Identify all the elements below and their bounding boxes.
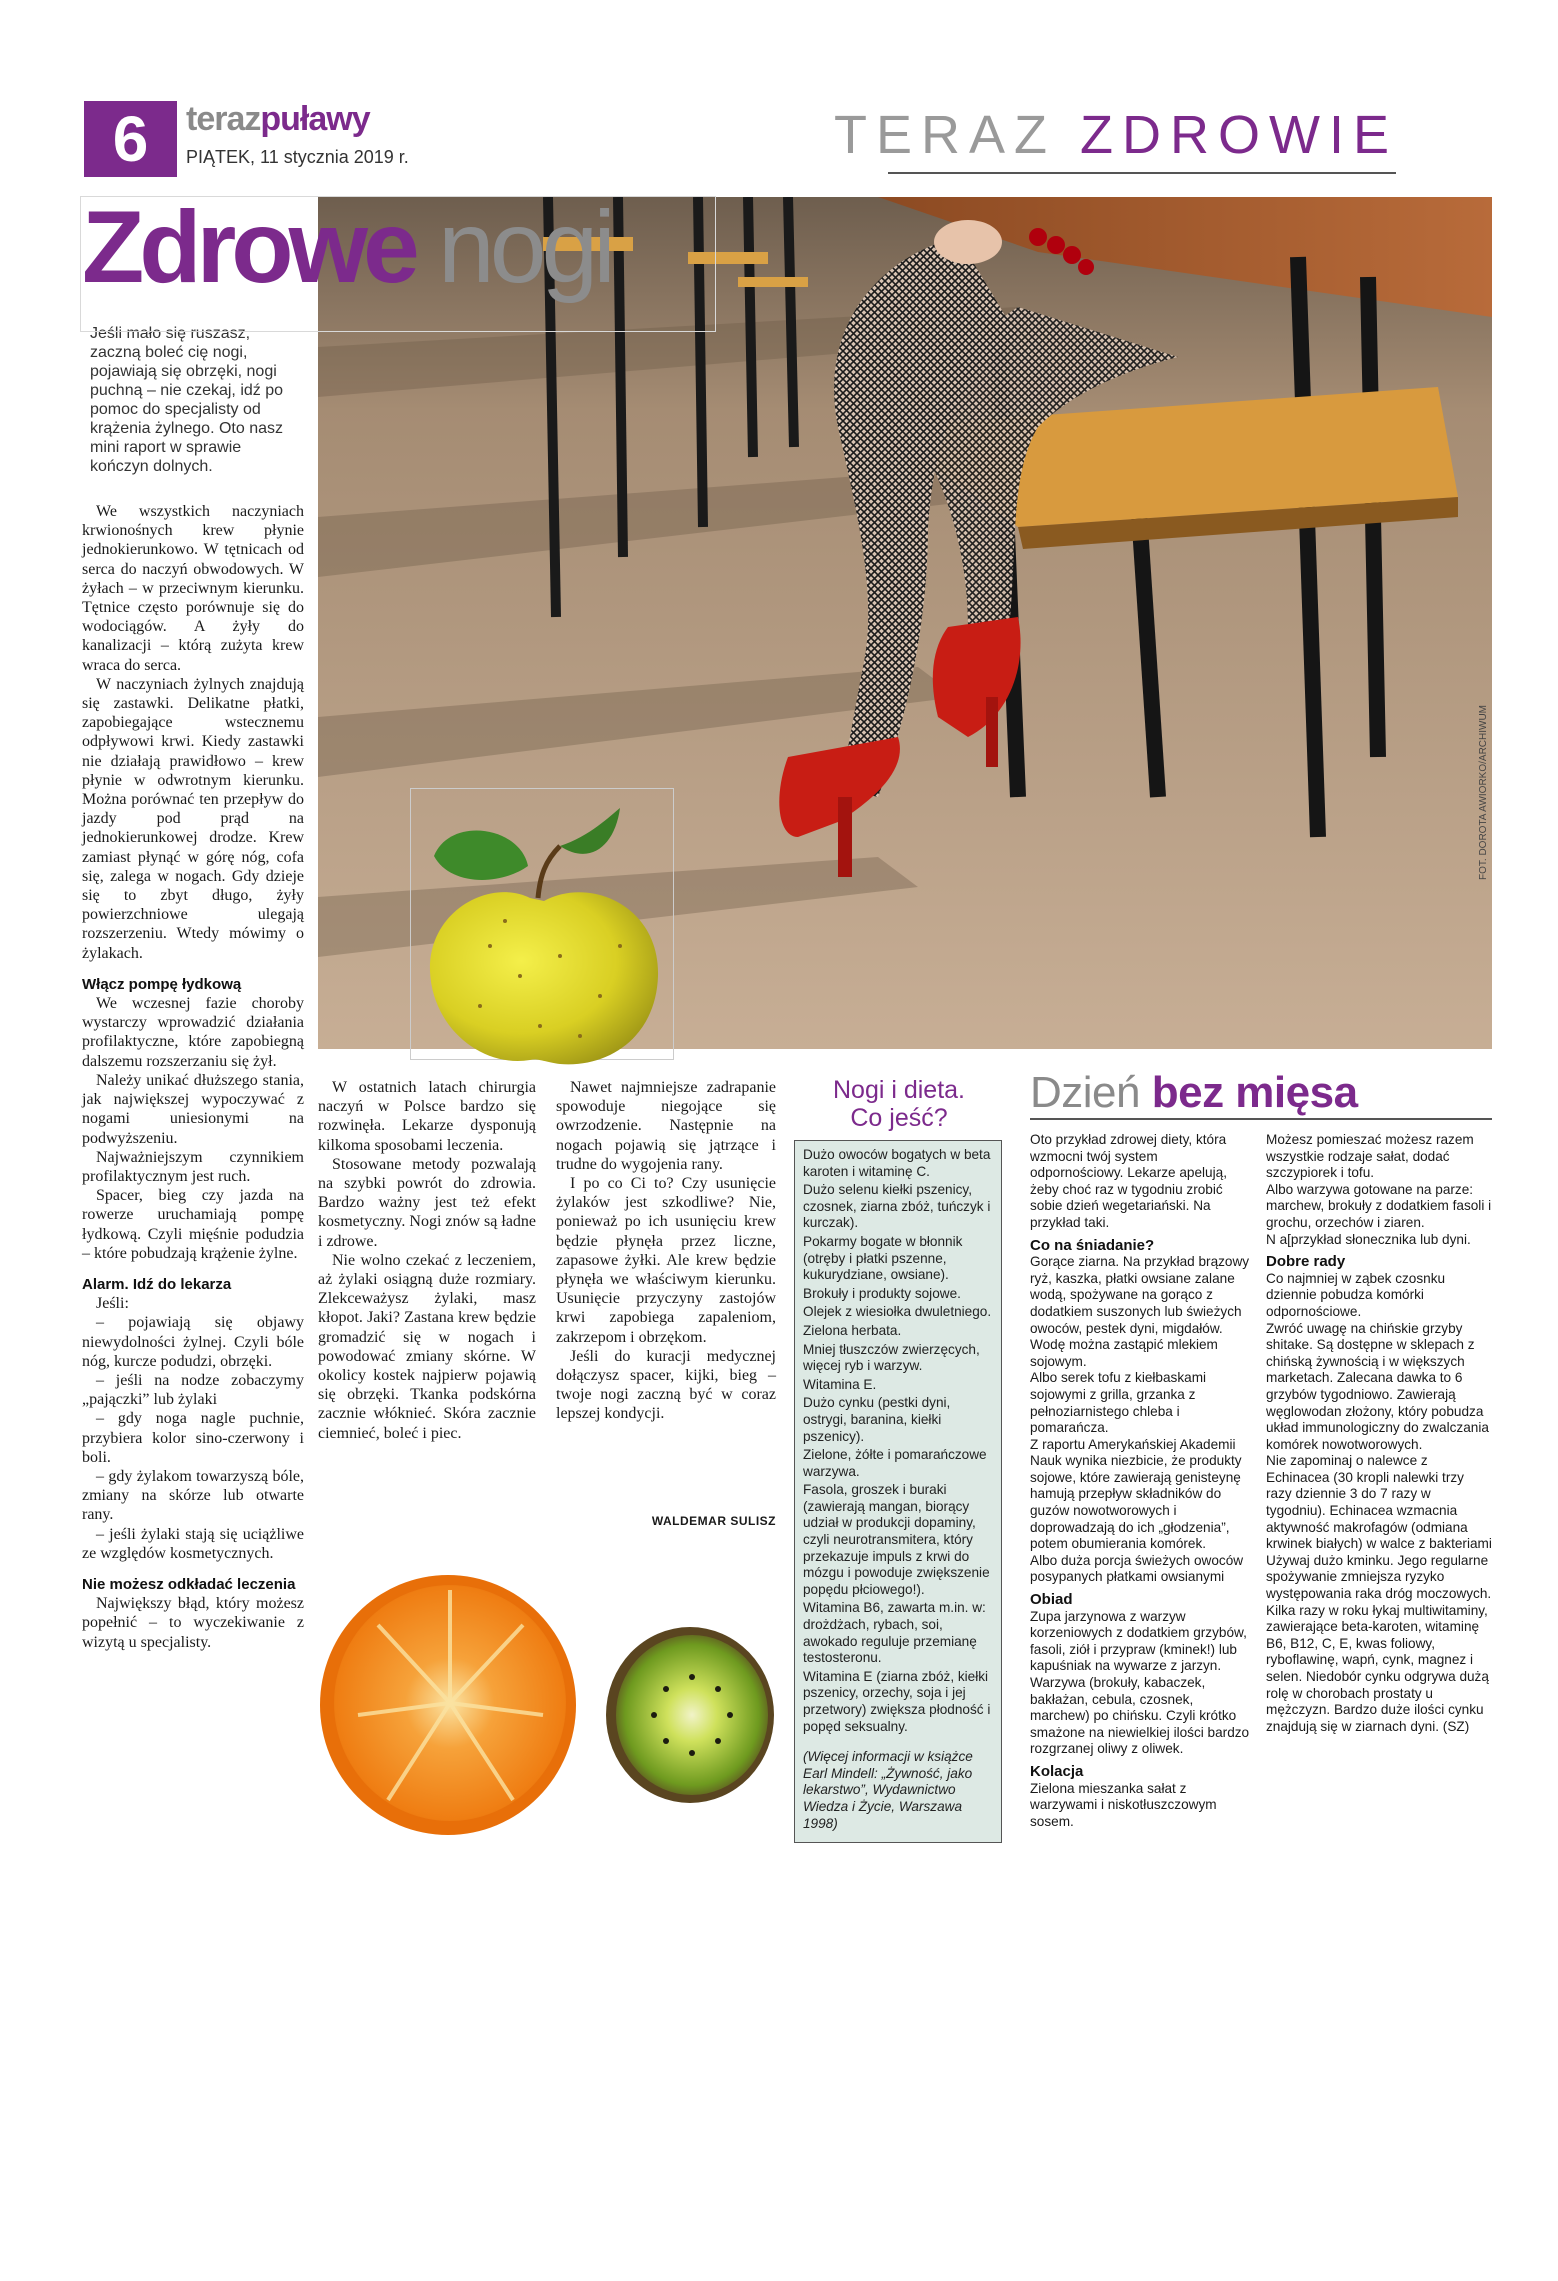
paragraph: – jeśli żylaki stają się uciążliwe ze względów kosmetycznych. xyxy=(82,1525,304,1562)
diet-item: Dużo cynku (pestki dyni, ostrygi, baranina, kiełki pszenicy). xyxy=(803,1395,951,1444)
diet-item: Dużo selenu kiełki pszenicy, czosnek, ziarna zbóż, tuńczyk i kurczak). xyxy=(803,1182,991,1231)
diet-item: Zielone, żółte i pomarańczowe warzywa. xyxy=(803,1447,987,1479)
paragraph: Z raportu Amerykańskiej Akademii Nauk wynika niezbicie, że produkty sojowe, które zawierają genisteynę hamują przepływ składników do guzów nowotworowych i doprowadzają do ich „głodzenia”, potem obumierania komórek. xyxy=(1030,1436,1242,1552)
subheading: Alarm. Idź do lekarza xyxy=(82,1275,232,1293)
paragraph: – pojawiają się objawy niewydolności żylnej. Czyli bóle nóg, kurcze podudzi, obrzęki. xyxy=(82,1314,304,1370)
article-column-2 xyxy=(318,1078,536,1443)
paragraph: Nie wolno czekać z leczeniem, aż żylaki osiągną duże rozmiary. Zlekceważysz żylaki, masz kłopot. Jaki? Zastana krew będzie gromadzić się w nogach i powodować zmiany skórne. W okolicy kostek najpierw pojawią się obrzęki. Tkanka podskórna zacznie włóknieć. Skóra zacznie ciemnieć, boleć i piec. xyxy=(318,1251,536,1442)
paragraph: W ostatnich latach chirurgia naczyń w Polsce bardzo się rozwinęła. Lekarze dysponują kilkoma sposobami leczenia. xyxy=(318,1079,536,1154)
right-article-title xyxy=(1030,1068,1358,1118)
paragraph: Spacer, bieg czy jazda na rowerze uruchamiają pompę łydkową. Czyli mięśnie podudzia – które pobudzają krążenie żylne. xyxy=(82,1187,304,1262)
photo-credit: FOT. DOROTA AWIORKO/ARCHIWUM xyxy=(1478,705,1489,880)
section-title xyxy=(834,104,1398,166)
right-title-part2: bez mięsa xyxy=(1151,1068,1358,1117)
brand-part1: teraz xyxy=(186,100,261,138)
apple-image xyxy=(410,806,672,1076)
diet-box xyxy=(794,1140,1002,1843)
diet-box-title-line1: Nogi i dieta. xyxy=(832,1076,966,1104)
subheading: Włącz pompę łydkową xyxy=(82,975,242,993)
paragraph: Albo warzywa gotowane na parze: marchew, brokuły z dodatkiem fasoli i grochu, orzechów i ziaren. xyxy=(1266,1181,1492,1230)
paragraph: Oto przykład zdrowej diety, która wzmocni twój system odpornościowy. Lekarze apelują, żeby choć raz w tygodniu zrobić sobie dzień wegetariański. Na przykład taki. xyxy=(1030,1132,1227,1230)
diet-item: Dużo owoców bogatych w beta karoten i witaminę C. xyxy=(803,1147,991,1179)
headline-part1: Zdrowe xyxy=(82,190,415,304)
diet-box-title xyxy=(794,1076,1004,1132)
paragraph: Zwróć uwagę na chińskie grzyby shitake. Są dostępne w sklepach z chińską żywnością i w większych marketach. Zalecana dawka to 6 grzybów tygodniowo. Zawierają węglowodan złożony, który pobudza układ immunologiczny do zwalczania komórek nowotworowych. xyxy=(1266,1320,1489,1452)
paragraph: Warzywa (brokuły, kabaczek, bakłażan, cebula, czosnek, marchew) po chińsku. Czyli krótko smażone na niewielkiej ilości bardzo rozgrzanej oliwy z oliwek. xyxy=(1030,1675,1250,1757)
paragraph: Możesz pomieszać możesz razem wszystkie rodzaje sałat, dodać szczypiorek i tofu. xyxy=(1266,1132,1474,1181)
paragraph: I po co Ci to? Czy usunięcie żylaków jest szkodliwe? Nie, ponieważ po ich usunięciu krew będzie płynęła przez liczne, zapasowe żyłki. Ale krew będzie płynęła we właściwym kierunku. Usunięcie przyczyny zastojów krwi zapobiega zapaleniom, zakrzepom i obrzękom. xyxy=(556,1175,776,1346)
diet-item: Zielona herbata. xyxy=(803,1322,902,1338)
byline-wrap xyxy=(556,1508,776,1531)
paragraph: Nawet najmniejsze zadrapanie spowoduje niegojące się owrzodzenie. Następnie na nogach pojawią się jątrzące i trudne do wygojenia rany. xyxy=(556,1079,776,1173)
paragraph: Co najmniej w ząbek czosnku dziennie pobudza komórki odpornościowe. xyxy=(1266,1270,1446,1319)
diet-item: Pokarmy bogate w błonnik (otręby i płatki pszenne, kukurydziane, owsiane). xyxy=(803,1233,963,1283)
paragraph: – gdy noga nagle puchnie, przybiera kolor sino-czerwony i boli. xyxy=(82,1410,304,1466)
right-title-rule xyxy=(1030,1118,1492,1120)
subheading: Obiad xyxy=(1030,1591,1073,1609)
subheading: Nie możesz odkładać leczenia xyxy=(82,1575,296,1593)
headline xyxy=(82,190,611,304)
brand-part2: puławy xyxy=(260,100,370,138)
byline: WALDEMAR SULISZ xyxy=(651,1514,776,1528)
paragraph: Albo serek tofu z kiełbaskami sojowymi z grilla, grzanka z pełnoziarnistego chleba i pomarańcza. xyxy=(1030,1370,1207,1436)
diet-item: Witamina B6, zawarta m.in. w: drożdżach, rybach, soi, awokado reguluje przemianę testosteronu. xyxy=(803,1600,986,1666)
paragraph: Kilka razy w roku łykaj multiwitaminy, zawierające beta-karoten, witaminę B6, B12, C, E, kwas foliowy, ryboflawinę, wapń, cynk, magnez i selen. Niedobór cynku odgrywa dużą rolę w chorobach prostaty u mężczyzn. Bardzo duże ilości cynku znajdują się w ziarnach dyni. (SZ) xyxy=(1266,1602,1489,1734)
paragraph: We wczesnej fazie choroby wystarczy wprowadzić działania profilaktyczne, które zapobiegną dalszemu rozszerzaniu się żył. xyxy=(82,995,304,1070)
paragraph: Gorące ziarna. Na przykład brązowy ryż, kaszka, płatki owsiane zalane wodą, spożywane na gorąco z dodatkiem suszonych lub świeżych owoców, pestek dyni, migdałów. Wodę można zastąpić mlekiem sojowym. xyxy=(1030,1254,1250,1369)
paragraph: – gdy żylakom towarzyszą bóle, zmiany na skórze lub otwarte rany. xyxy=(82,1467,304,1524)
paragraph: Najważniejszym czynnikiem profilaktycznym jest ruch. xyxy=(82,1148,304,1185)
paragraph: Należy unikać dłuższego stania, jak największej wypoczywać z nogami uniesionymi na podwyższeniu. xyxy=(82,1071,304,1147)
diet-item: Witamina E (ziarna zbóż, kiełki pszenicy, orzechy, soja i jej przetwory) zwiększa płodność i popęd seksualny. xyxy=(803,1668,991,1734)
right-column-2 xyxy=(1266,1132,1492,1735)
header-rule xyxy=(888,172,1396,174)
right-column-1 xyxy=(1030,1132,1250,1830)
diet-box-note: (Więcej informacji w książce Earl Mindell: „Żywność, jako lekarstwo”, Wydawnictwo Wiedza i Życie, Warszawa 1998) xyxy=(803,1749,973,1831)
paragraph: – jeśli na nodze zobaczymy „pajączki” lub żylaki xyxy=(82,1371,304,1409)
issue-date: PIĄTEK, 11 stycznia 2019 r. xyxy=(186,147,409,167)
diet-item: Brokuły i produkty sojowe. xyxy=(803,1285,961,1301)
headline-part2: nogi xyxy=(414,190,611,304)
paragraph: Nie zapominaj o nalewce z Echinacea (30 kropli nalewki trzy razy dziennie 3 do 7 razy w tygodniu). Echinacea wzmacnia aktywność makrofagów (odmiana krwinek białych) w walce z bakteriami Używaj dużo kminku. Jego regularne spożywanie zmniejsza ryzyko występowania raka dróg moczowych. xyxy=(1266,1453,1492,1602)
diet-box-items xyxy=(803,1147,993,1735)
orange-kiwi-image xyxy=(318,1565,782,1839)
diet-item: Mniej tłuszczów zwierzęcych, więcej ryb i warzyw. xyxy=(803,1341,980,1374)
article-column-3 xyxy=(556,1078,776,1424)
diet-item: Witamina E. xyxy=(803,1376,877,1392)
paragraph: Największy błąd, który możesz popełnić – to wyczekiwanie z wizytą u specjalisty. xyxy=(82,1595,304,1651)
paragraph: Zupa jarzynowa z warzyw korzeniowych z dodatkiem grzybów, fasoli, ziół i przypraw (kminek!) lub kapuśniak na wywarze z jarzyn. xyxy=(1030,1608,1247,1674)
lead-paragraph: Jeśli mało się ruszasz, zaczną boleć cię nogi, pojawiają się obrzęki, nogi puchną – nie czekaj, idź po pomoc do specjalisty od krążenia żylnego. Oto nasz mini raport w sprawie kończyn dolnych. xyxy=(90,325,284,475)
paragraph: W naczyniach żylnych znajdują się zastawki. Delikatne płatki, zapobiegające wstecznemu odpływowi krwi. Kiedy zastawki nie działają prawidłowo – krew płynie w odwrotnym kierunku. Można porównać ten przepływ do jazdy pod prąd na jednokierunkowej drodze. Krew zamiast płynąć w górę nóg, cofa się, zalega w nogach. Gdy dzieje się to zbyt długo, żyły powierzchniowe ulegają rozszerzeniu. Wtedy mówimy o żylakach. xyxy=(82,675,304,962)
page-number: 6 xyxy=(84,101,177,177)
paragraph: Zielona mieszanka sałat z warzywami i niskotłuszczowym sosem. xyxy=(1030,1780,1217,1829)
paragraph: We wszystkich naczyniach krwionośnych krew płynie jednokierunkowo. W tętnicach od serca do naczyń obwodowych. W żyłach – w przeciwnym kierunku. Tętnice często porównuje się do wodociągów. A żyły do kanalizacji – którą zużyta krew wraca do serca. xyxy=(82,503,304,674)
subheading: Kolacja xyxy=(1030,1762,1084,1780)
section-part2: ZDROWIE xyxy=(1080,105,1398,165)
paragraph: Stosowane metody pozwalają na szybki powrót do zdrowia. Bardzo ważny jest też efekt kosmetyczny. Nogi znów są ładne i zdrowe. xyxy=(318,1155,537,1250)
diet-item: Olejek z wiesiołka dwuletniego. xyxy=(803,1304,992,1320)
diet-item: Fasola, groszek i buraki (zawierają mangan, biorący udział w produkcji dopaminy, czyli neurotransmitera, który przekazuje impuls z krwi do mózgu i powoduje zwiększenie popędu płciowego!). xyxy=(803,1482,990,1597)
diet-box-title-line2: Co jeść? xyxy=(850,1104,948,1132)
subheading: Co na śniadanie? xyxy=(1030,1236,1155,1254)
paragraph: Jeśli do kuracji medycznej dołączysz spacer, kijki, bieg – twoje nogi zaczną być w coraz lepszej kondycji. xyxy=(556,1347,776,1423)
paragraph: Jeśli: xyxy=(96,1295,129,1313)
section-part1: TERAZ xyxy=(834,105,1081,165)
subheading: Dobre rady xyxy=(1266,1253,1346,1271)
right-title-part1: Dzień xyxy=(1030,1068,1152,1117)
paragraph: N a[przykład słonecznika lub dyni. xyxy=(1266,1231,1471,1247)
brand-logo xyxy=(186,100,370,139)
article-column-1 xyxy=(82,502,304,1652)
paragraph: Albo duża porcja świeżych owoców posypanych płatkami owsianymi xyxy=(1030,1552,1244,1585)
